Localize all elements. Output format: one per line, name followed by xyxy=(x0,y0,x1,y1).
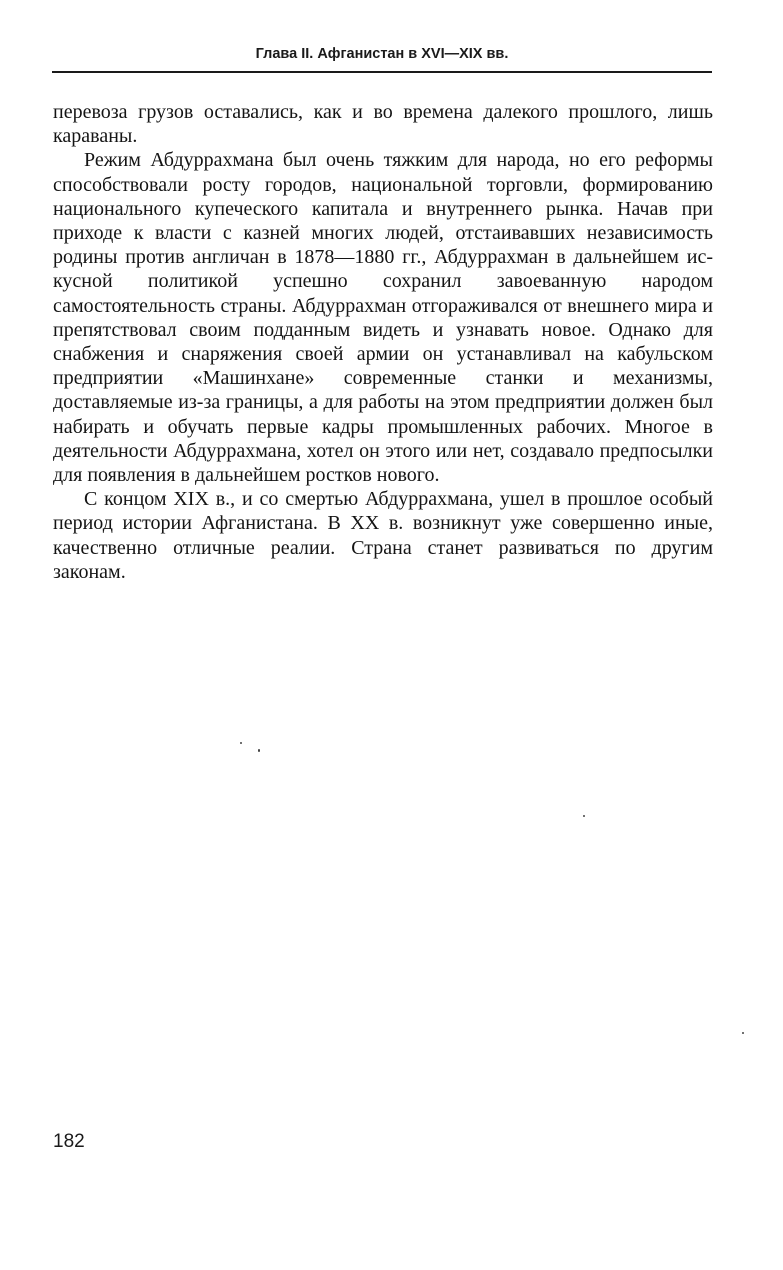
paragraph-continuation: перевоза грузов оставались, как и во времена далекого прошлого, лишь караваны. xyxy=(53,101,713,148)
page-number: 182 xyxy=(53,1131,85,1152)
paragraph-end-of-era: С концом XIX в., и со смертью Абдуррахмана, ушел в прошлое особый период истории Афганистана. В XX в. возникнут уже совершенно иные, качественно отличные реалии. Страна станет развиваться по другим законам. xyxy=(53,488,713,583)
scan-speck xyxy=(240,742,242,744)
running-header: Глава II. Афганистан в XVI—XIX вв. xyxy=(255,46,509,62)
body-text xyxy=(53,100,713,584)
scan-speck xyxy=(742,1032,744,1034)
header-rule xyxy=(52,71,712,73)
scan-speck xyxy=(258,749,260,752)
scan-speck xyxy=(583,815,585,817)
paragraph-abdurrahman-regime: Режим Абдуррахмана был очень тяжким для народа, но его реформы способствовали росту городов, национальной торговли, формированию национального купеческого капитала и внутреннего рынка. Начав при приходе к власти с казней многих людей, отстаивавших независимость родины против англичан в 1878—1880 гг., Абдуррахман в дальнейшем искусной политикой успешно сохранил завоеванную народом самостоятельность страны. Абдуррахман отгораживался от внешнего мира и препятствовал своим подданным видеть и узнавать новое. Однако для снабжения и снаряжения своей армии он устанавливал на кабульском предприятии «Машинхане» современные станки и механизмы, доставляемые из-за границы, а для работы на этом предприятии должен был набирать и обучать первые кадры промышленных рабочих. Многое в деятельности Абдуррахмана, хотел он этого или нет, создавало предпосылки для появления в дальнейшем ростков нового. xyxy=(53,149,713,487)
